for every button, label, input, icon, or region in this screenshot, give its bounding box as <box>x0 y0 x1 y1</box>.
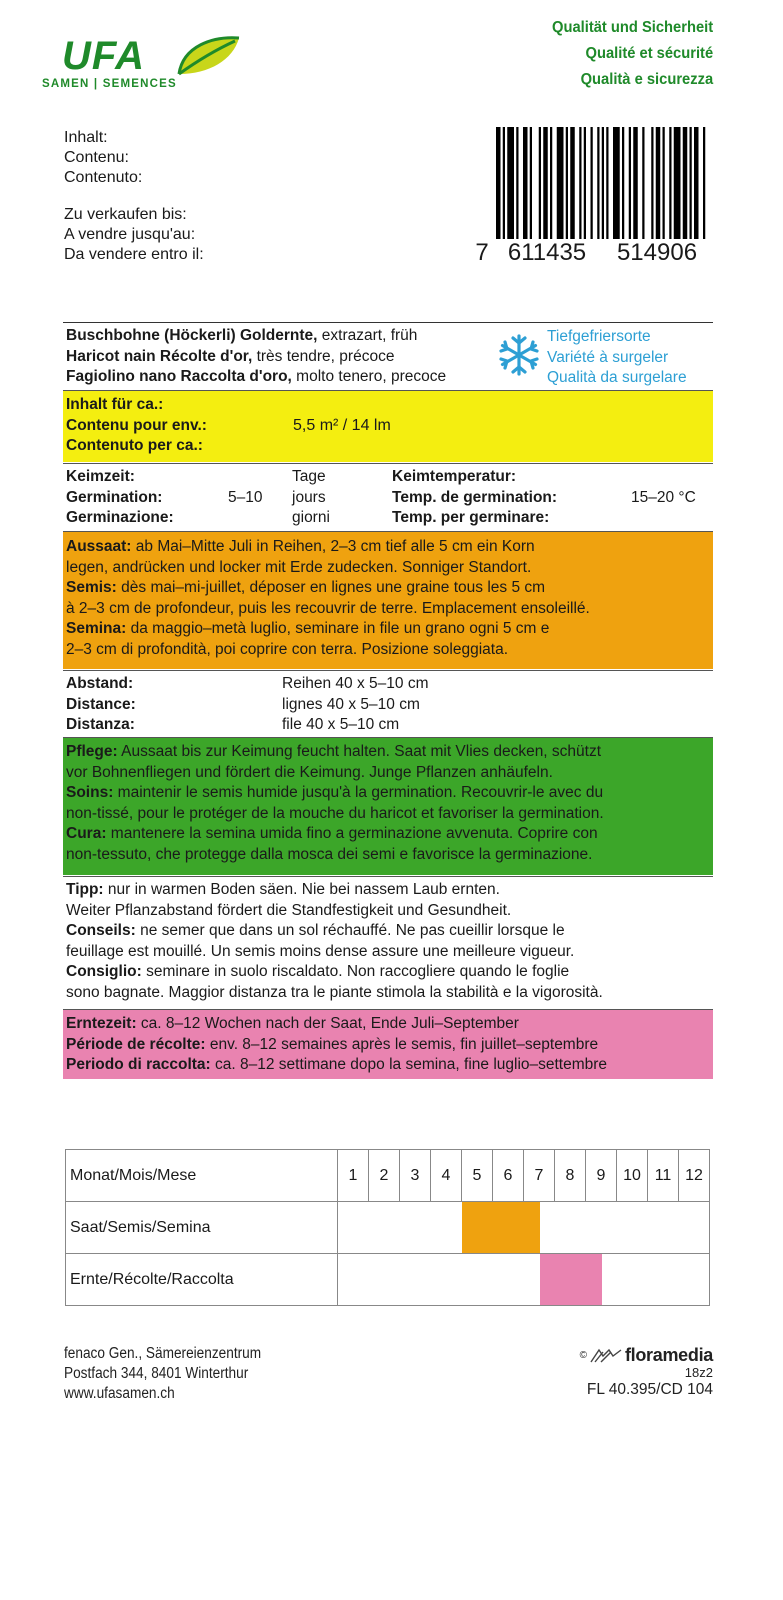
logo-tagline: SAMEN | SEMENCES <box>42 78 177 90</box>
barcode-bar <box>579 127 581 245</box>
print-code: 18z2 <box>684 1365 713 1380</box>
sowing-line: Aussaat: ab Mai–Mitte Juli in Reihen, 2–3 cm tief alle 5 cm ein Korn <box>66 538 535 555</box>
floramedia-name: floramedia <box>624 1345 713 1365</box>
tips-line: Weiter Pflanzabstand fördert die Standfestigkeit und Gesundheit. <box>66 901 512 919</box>
harvest-line-de: Erntezeit: ca. 8–12 Wochen nach der Saat, Ende Juli–September <box>66 1015 519 1032</box>
floramedia-logo <box>580 1346 713 1365</box>
spacing-section <box>63 670 713 736</box>
spacing-value-fr: lignes 40 x 5–10 cm <box>282 695 420 713</box>
frost-de: Tiefgefriersorte <box>547 328 651 345</box>
quality-statement <box>552 15 713 93</box>
calendar-sowing-bar-cell <box>338 1202 710 1254</box>
sowing-harvest-calendar <box>65 1149 710 1306</box>
barcode-bar <box>622 127 624 245</box>
snowflake-icon <box>497 333 541 377</box>
calendar-row-harvest <box>66 1254 710 1306</box>
coverage-value: 5,5 m² / 14 lm <box>293 417 391 434</box>
quality-it: Qualità e sicurezza <box>580 71 713 88</box>
care-section <box>63 737 713 875</box>
barcode-bar <box>703 127 705 245</box>
care-line: Pflege: Aussaat bis zur Keimung feucht halten. Saat mit Vlies decken, schützt <box>66 743 602 760</box>
logo-wordmark: UFA <box>62 34 145 78</box>
month-cell: 5 <box>462 1150 493 1202</box>
germination-units <box>292 467 330 529</box>
sowing-section <box>63 531 713 669</box>
ufa-logo <box>40 30 250 100</box>
coverage-label-it: Contenuto per ca.: <box>66 437 203 454</box>
harvest-section <box>63 1009 713 1079</box>
calendar-sowing-label: Saat/Semis/Semina <box>66 1202 338 1254</box>
barcode-bar <box>674 127 681 245</box>
germination-labels <box>66 467 174 529</box>
care-line: vor Bohnenfliegen und fördert die Keimung. Junge Pflanzen anhäufeln. <box>66 763 553 781</box>
barcode-bar <box>516 127 518 245</box>
sowing-line: 2–3 cm di profondità, poi coprire con terra. Posizione soleggiata. <box>66 640 508 658</box>
spacing-label-it: Distanza: <box>66 716 135 733</box>
month-cell: 4 <box>431 1150 462 1202</box>
sowing-line: Semis: dès mai–mi-juillet, déposer en lignes une graine tous les 5 cm <box>66 579 546 596</box>
month-cell: 12 <box>679 1150 710 1202</box>
barcode-bar <box>523 127 528 245</box>
supplier-address <box>64 1344 261 1404</box>
month-cell: 8 <box>555 1150 586 1202</box>
leaf-icon <box>173 34 243 78</box>
temperature-labels <box>392 467 557 529</box>
germination-temperature: 15–20 °C <box>631 488 696 506</box>
care-line: Cura: mantenere la semina umida fino a germinazione avvenuta. Coprire con <box>66 825 598 842</box>
care-line: non-tissé, pour le protéger de la mouche du haricot et favoriser la germination. <box>66 804 604 822</box>
barcode-bar <box>591 127 593 245</box>
sell-by-field <box>64 205 204 265</box>
month-cell: 6 <box>493 1150 524 1202</box>
calendar-row-sowing <box>66 1202 710 1254</box>
tips-line: feuillage est mouillé. Un semis moins dense assure une meilleure vigueur. <box>66 942 575 960</box>
germination-label-fr: Germination: <box>66 488 163 506</box>
sell-by-label-it: Da vendere entro il: <box>64 246 204 263</box>
spacing-value-it: file 40 x 5–10 cm <box>282 716 400 733</box>
frost-fr: Variété à surgeler <box>547 348 669 366</box>
barcode-bar <box>663 127 665 245</box>
coverage-label-fr: Contenu pour env.: <box>66 416 207 434</box>
month-cell: 10 <box>617 1150 648 1202</box>
sell-by-label-fr: A vendre jusqu'au: <box>64 226 196 243</box>
barcode-bar <box>633 127 638 245</box>
barcode-bar <box>597 127 599 245</box>
barcode-bar <box>530 127 532 245</box>
harvest-line-it: Periodo di raccolta: ca. 8–12 settimane dopo la semina, fine luglio–settembre <box>66 1056 608 1073</box>
temperature-label-fr: Temp. de germination: <box>392 488 558 506</box>
quality-fr: Qualité et sécurité <box>585 45 713 62</box>
spacing-label-de: Abstand: <box>66 675 134 692</box>
sowing-line: Semina: da maggio–metà luglio, seminare in file un grano ogni 5 cm e <box>66 620 550 637</box>
calendar-header-label: Monat/Mois/Mese <box>66 1150 338 1202</box>
barcode-digit-first: 7 <box>472 239 492 267</box>
spacing-value-de: Reihen 40 x 5–10 cm <box>282 675 429 692</box>
barcode-bar <box>669 127 671 245</box>
contents-label-fr: Contenu: <box>64 149 129 166</box>
barcode-bar <box>683 127 688 245</box>
germination-days: 5–10 <box>228 488 263 506</box>
tips-line: Consiglio: seminare in suolo riscaldato. Non raccogliere quando le foglie <box>66 963 570 980</box>
tips-line: sono bagnate. Maggior distanza tra le piante stimola la stabilità e la vigorosità. <box>66 983 603 1001</box>
spacing-label-fr: Distance: <box>66 695 136 713</box>
contents-label-it: Contenuto: <box>64 169 143 186</box>
month-cell: 1 <box>338 1150 369 1202</box>
month-cell: 9 <box>586 1150 617 1202</box>
care-line: non-tessuto, che protegge dalla mosca dei semi e favorisce la germinazione. <box>66 845 593 863</box>
barcode-digits-right: 514906 <box>602 239 712 267</box>
frost-it: Qualità da surgelare <box>547 369 687 386</box>
coverage-section <box>63 390 713 462</box>
address-line: Postfach 344, 8401 Winterthur <box>64 1365 249 1382</box>
germination-unit-de: Tage <box>292 468 326 485</box>
barcode-bar <box>613 127 620 245</box>
barcode-bar <box>507 127 514 245</box>
calendar-harvest-label: Ernte/Récolte/Raccolta <box>66 1254 338 1306</box>
product-name-fr: Haricot nain Récolte d'or, très tendre, précoce <box>66 347 395 365</box>
product-code: FL 40.395/CD 104 <box>586 1381 713 1398</box>
contents-label-de: Inhalt: <box>64 129 108 146</box>
month-cell: 11 <box>648 1150 679 1202</box>
germination-label-de: Keimzeit: <box>66 468 135 485</box>
product-name-it: Fagiolino nano Raccolta d'oro, molto tenero, precoce <box>66 368 447 385</box>
barcode-bar <box>566 127 568 245</box>
sowing-line: à 2–3 cm de profondeur, puis les recouvrir de terre. Emplacement ensoleillé. <box>66 599 590 617</box>
temperature-label-it: Temp. per germinare: <box>392 509 550 526</box>
harvest-period-bar <box>540 1254 602 1305</box>
barcode-bar <box>543 127 548 245</box>
product-name-de: Buschbohne (Höckerli) Goldernte, extrazart, früh <box>66 327 418 344</box>
germination-unit-it: giorni <box>292 509 330 526</box>
temperature-label-de: Keimtemperatur: <box>392 468 517 485</box>
barcode-bar <box>629 127 631 245</box>
barcode-digits-left: 611435 <box>492 239 602 267</box>
spacing-values <box>282 674 428 736</box>
tips-line: Conseils: ne semer que dans un sol réchauffé. Ne pas cueillir lorsque le <box>66 922 565 939</box>
calendar-harvest-bar-cell <box>338 1254 710 1306</box>
product-name-section <box>63 322 713 390</box>
copyright-symbol: © <box>579 1350 587 1361</box>
sell-by-label-de: Zu verkaufen bis: <box>64 206 187 223</box>
publisher-info <box>580 1346 713 1399</box>
barcode-digits <box>472 239 714 267</box>
barcode-bar <box>557 127 564 245</box>
barcode-bar <box>690 127 692 245</box>
germination-unit-fr: jours <box>292 488 326 506</box>
website-link[interactable]: www.ufasamen.ch <box>64 1385 175 1402</box>
tips-section <box>63 876 713 1008</box>
month-cell: 7 <box>524 1150 555 1202</box>
month-cell: 3 <box>400 1150 431 1202</box>
sowing-line: legen, andrücken und locker mit Erde zudecken. Sonniger Standort. <box>66 558 532 576</box>
sowing-period-bar <box>462 1202 540 1253</box>
address-line: fenaco Gen., Sämereienzentrum <box>64 1345 262 1362</box>
contents-field <box>64 128 142 188</box>
tips-line: Tipp: nur in warmen Boden säen. Nie bei nassem Laub ernten. <box>66 881 500 898</box>
barcode-bar <box>584 127 586 245</box>
barcode-bar <box>550 127 552 245</box>
quality-de: Qualität und Sicherheit <box>551 19 713 36</box>
barcode-bar <box>570 127 575 245</box>
care-line: Soins: maintenir le semis humide jusqu'à la germination. Recouvrir-le avec du <box>66 784 604 801</box>
calendar-header-row <box>66 1150 710 1202</box>
barcode-bar <box>694 127 699 245</box>
barcode-bar <box>539 127 541 245</box>
barcode-bar <box>602 127 604 245</box>
germination-section <box>63 463 713 531</box>
coverage-label-de: Inhalt für ca.: <box>66 396 164 413</box>
floramedia-mark-icon <box>589 1348 623 1364</box>
month-cell: 2 <box>369 1150 400 1202</box>
harvest-line-fr: Période de récolte: env. 8–12 semaines après le semis, fin juillet–septembre <box>66 1035 599 1053</box>
barcode-bar <box>606 127 608 245</box>
germination-label-it: Germinazione: <box>66 509 174 526</box>
